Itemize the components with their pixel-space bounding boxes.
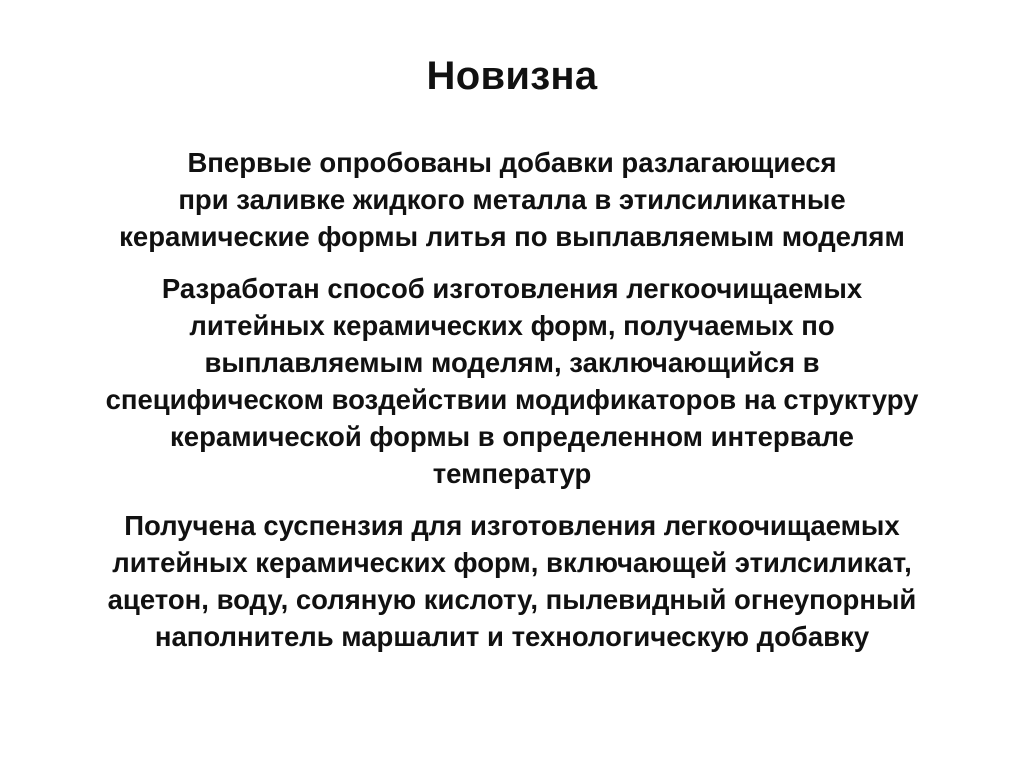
slide-body bbox=[40, 144, 984, 670]
paragraph-line: наполнитель маршалит и технологическую добавку bbox=[154, 621, 870, 652]
paragraph-novelty-additives bbox=[40, 144, 984, 255]
paragraph-novelty-method bbox=[40, 270, 984, 492]
slide-title: Новизна bbox=[426, 54, 598, 98]
paragraph-line: специфическом воздействии модификаторов на структуру bbox=[105, 384, 919, 415]
paragraph-line: ацетон, воду, соляную кислоту, пылевидный огнеупорный bbox=[107, 584, 917, 615]
paragraph-line: при заливке жидкого металла в этилсиликатные bbox=[178, 184, 846, 215]
paragraph-line: литейных керамических форм, включающей этилсиликат, bbox=[112, 547, 912, 578]
paragraph-line: Разработан способ изготовления легкоочищаемых bbox=[161, 273, 863, 304]
paragraph-line: температур bbox=[432, 458, 592, 489]
paragraph-line: литейных керамических форм, получаемых по bbox=[189, 310, 835, 341]
paragraph-line: керамической формы в определенном интервале bbox=[170, 421, 854, 452]
paragraph-line: Получена суспензия для изготовления легкоочищаемых bbox=[124, 510, 900, 541]
paragraph-line: Впервые опробованы добавки разлагающиеся bbox=[187, 147, 837, 178]
paragraph-line: выплавляемым моделям, заключающийся в bbox=[204, 347, 820, 378]
paragraph-line: керамические формы литья по выплавляемым моделям bbox=[119, 221, 905, 252]
paragraph-novelty-suspension bbox=[40, 507, 984, 655]
